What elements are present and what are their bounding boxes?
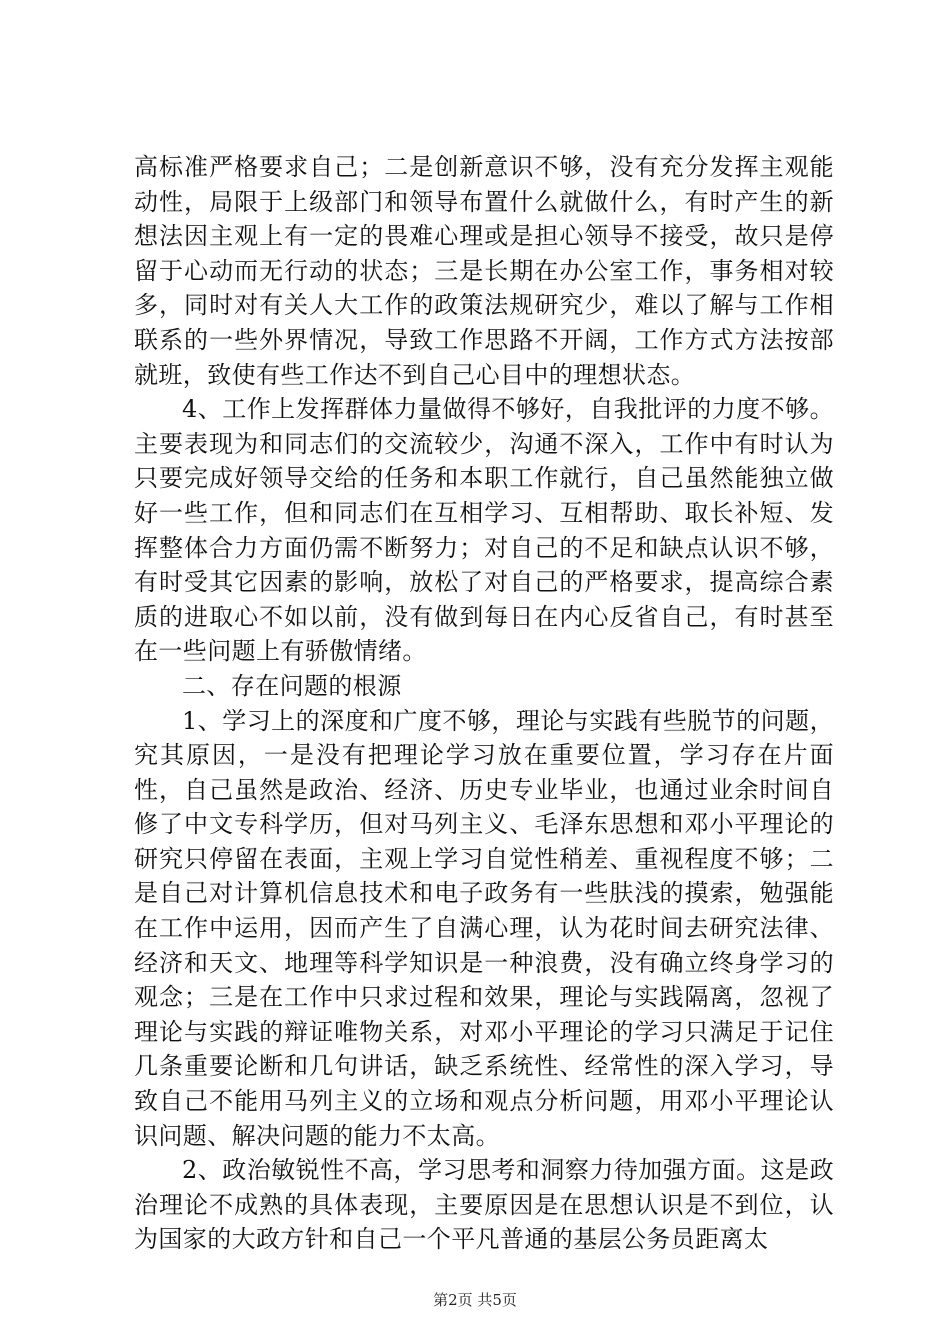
- paragraph-continuation: 高标准严格要求自己；二是创新意识不够，没有充分发挥主观能动性，局限于上级部门和领导布置什么就做什么，有时产生的新想法因主观上有一定的畏难心理或是担心领导不接受，故只是停留于心动而无行动的状态；三是长期在办公室工作，事务相对较多，同时对有关人大工作的政策法规研究少，难以了解与工作相联系的一些外界情况，导致工作思路不开阔，工作方式方法按部就班，致使有些工作达不到自己心目中的理想状态。: [134, 153, 834, 389]
- section-heading: 二、存在问题的根源: [182, 671, 402, 700]
- paragraph-item-1: 1、学习上的深度和广度不够，理论与实践有些脱节的问题，究其原因，一是没有把理论学习放在重要位置，学习存在片面性，自己虽然是政治、经济、历史专业毕业，也通过业余时间自修了中文专科学历，但对马列主义、毛泽东思想和邓小平理论的研究只停留在表面，主观上学习自觉性稍差、重视程度不够；二是自己对计算机信息技术和电子政务有一些肤浅的摸索，勉强能在工作中运用，因而产生了自满心理，认为花时间去研究法律、经济和天文、地理等科学知识是一种浪费，没有确立终身学习的观念；三是在工作中只求过程和效果，理论与实践隔离，忽视了理论与实践的辩证唯物关系，对邓小平理论的学习只满足于记住几条重要论断和几句讲话，缺乏系统性、经常性的深入学习，导致自己不能用马列主义的立场和观点分析问题，用邓小平理论认识问题、解决问题的能力不太高。: [134, 706, 834, 1150]
- page-footer: 第2页 共5页: [433, 1291, 517, 1309]
- document-body: [134, 150, 834, 1257]
- paragraph-item-2: 2、政治敏锐性不高，学习思考和洞察力待加强方面。这是政治理论不成熟的具体表现，主要原因是在思想认识是不到位，认为国家的大政方针和自己一个平凡普通的基层公务员距离太: [134, 1156, 834, 1254]
- paragraph-item-4: 4、工作上发挥群体力量做得不够好，自我批评的力度不够。主要表现为和同志们的交流较少，沟通不深入，工作中有时认为只要完成好领导交给的任务和本职工作就行，自己虽然能独立做好一些工作，但和同志们在互相学习、互相帮助、取长补短、发挥整体合力方面仍需不断努力；对自己的不足和缺点认识不够，有时受其它因素的影响，放松了对自己的严格要求，提高综合素质的进取心不如以前，没有做到每日在内心反省自己，有时甚至在一些问题上有骄傲情绪。: [134, 395, 834, 666]
